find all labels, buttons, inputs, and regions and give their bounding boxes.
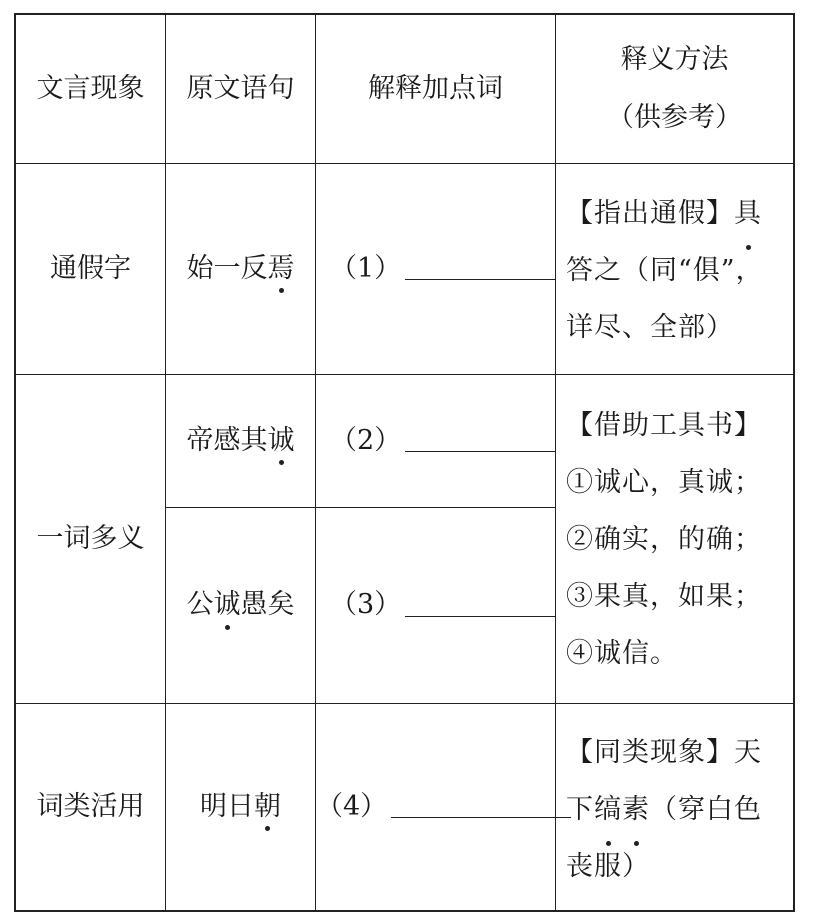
method-line: ③果真，如果； <box>566 581 762 612</box>
method-text: 下 <box>566 794 594 825</box>
answer-blank[interactable] <box>405 279 555 280</box>
blank-cell <box>316 704 555 910</box>
dotted-char: 缟 <box>594 781 622 838</box>
blank-label: （4） <box>316 790 388 822</box>
method-cell <box>566 397 788 682</box>
sentence-before: 明日 <box>200 790 254 822</box>
sentence-after: 愚矣 <box>240 589 295 621</box>
method-text: 答之（同“俱”， <box>566 255 764 286</box>
method-cell <box>566 185 788 356</box>
dotted-char: 朝 <box>254 790 281 822</box>
method-line: ①诚心，真诚； <box>566 467 762 498</box>
phenomenon-cell <box>16 375 165 703</box>
dotted-char: 具 <box>734 185 762 242</box>
header-method-line2: （供参考） <box>607 102 742 133</box>
method-line: ②确实，的确； <box>566 524 762 555</box>
sentence-cell <box>166 375 315 507</box>
blank-label: （1） <box>330 252 402 284</box>
table-border-right <box>793 13 795 912</box>
method-line <box>566 781 788 838</box>
sentence-before: 公 <box>186 589 214 621</box>
method-line <box>566 242 788 299</box>
blank-cell <box>330 375 555 507</box>
dotted-char: 诚 <box>267 424 295 456</box>
blank-cell <box>330 508 555 703</box>
dotted-char: 焉 <box>267 252 295 284</box>
sentence-text <box>187 425 295 457</box>
method-line: 丧服） <box>566 851 650 882</box>
sentence-cell <box>166 704 315 910</box>
table-border-bottom <box>14 910 794 912</box>
method-line <box>566 185 788 242</box>
phenomenon-text: 词类活用 <box>36 790 145 822</box>
answer-blank[interactable] <box>405 616 555 617</box>
method-cell <box>566 724 788 895</box>
dotted-char: 诚 <box>213 589 241 621</box>
blank-label: （3） <box>330 589 402 621</box>
method-text: 【指出通假】 <box>566 198 734 229</box>
header-explain-text: 解释加点词 <box>368 72 503 104</box>
method-text: 详尽、全部） <box>566 312 734 343</box>
blank-cell <box>330 164 555 374</box>
header-sentence-text: 原文语句 <box>186 72 295 104</box>
sentence-text <box>200 791 281 823</box>
answer-blank[interactable] <box>391 817 571 818</box>
phenomenon-text: 一词多义 <box>36 522 145 554</box>
phenomenon-cell <box>16 704 165 910</box>
sentence-before: 帝感其 <box>186 424 268 456</box>
method-line <box>566 299 788 356</box>
dotted-char: 素 <box>622 781 650 838</box>
header-phenomenon <box>16 15 165 163</box>
answer-blank[interactable] <box>405 451 555 452</box>
header-phenomenon-text: 文言现象 <box>36 72 145 104</box>
method-text: （穿白色 <box>650 794 762 825</box>
sentence-cell <box>166 164 315 374</box>
sentence-cell <box>166 508 315 703</box>
method-line: 【同类现象】天 <box>566 737 762 768</box>
header-method <box>556 15 793 163</box>
sentence-text <box>187 253 295 285</box>
phenomenon-cell <box>16 164 165 374</box>
blank-label: （2） <box>330 424 402 456</box>
header-method-line1: 释义方法 <box>620 44 729 75</box>
sentence-before: 始一反 <box>186 252 268 284</box>
header-explain <box>316 15 555 163</box>
phenomenon-text: 通假字 <box>50 252 131 284</box>
header-sentence <box>166 15 315 163</box>
method-line: 【借助工具书】 <box>566 410 762 441</box>
sentence-text <box>187 589 295 621</box>
method-line: ④诚信。 <box>566 638 678 669</box>
